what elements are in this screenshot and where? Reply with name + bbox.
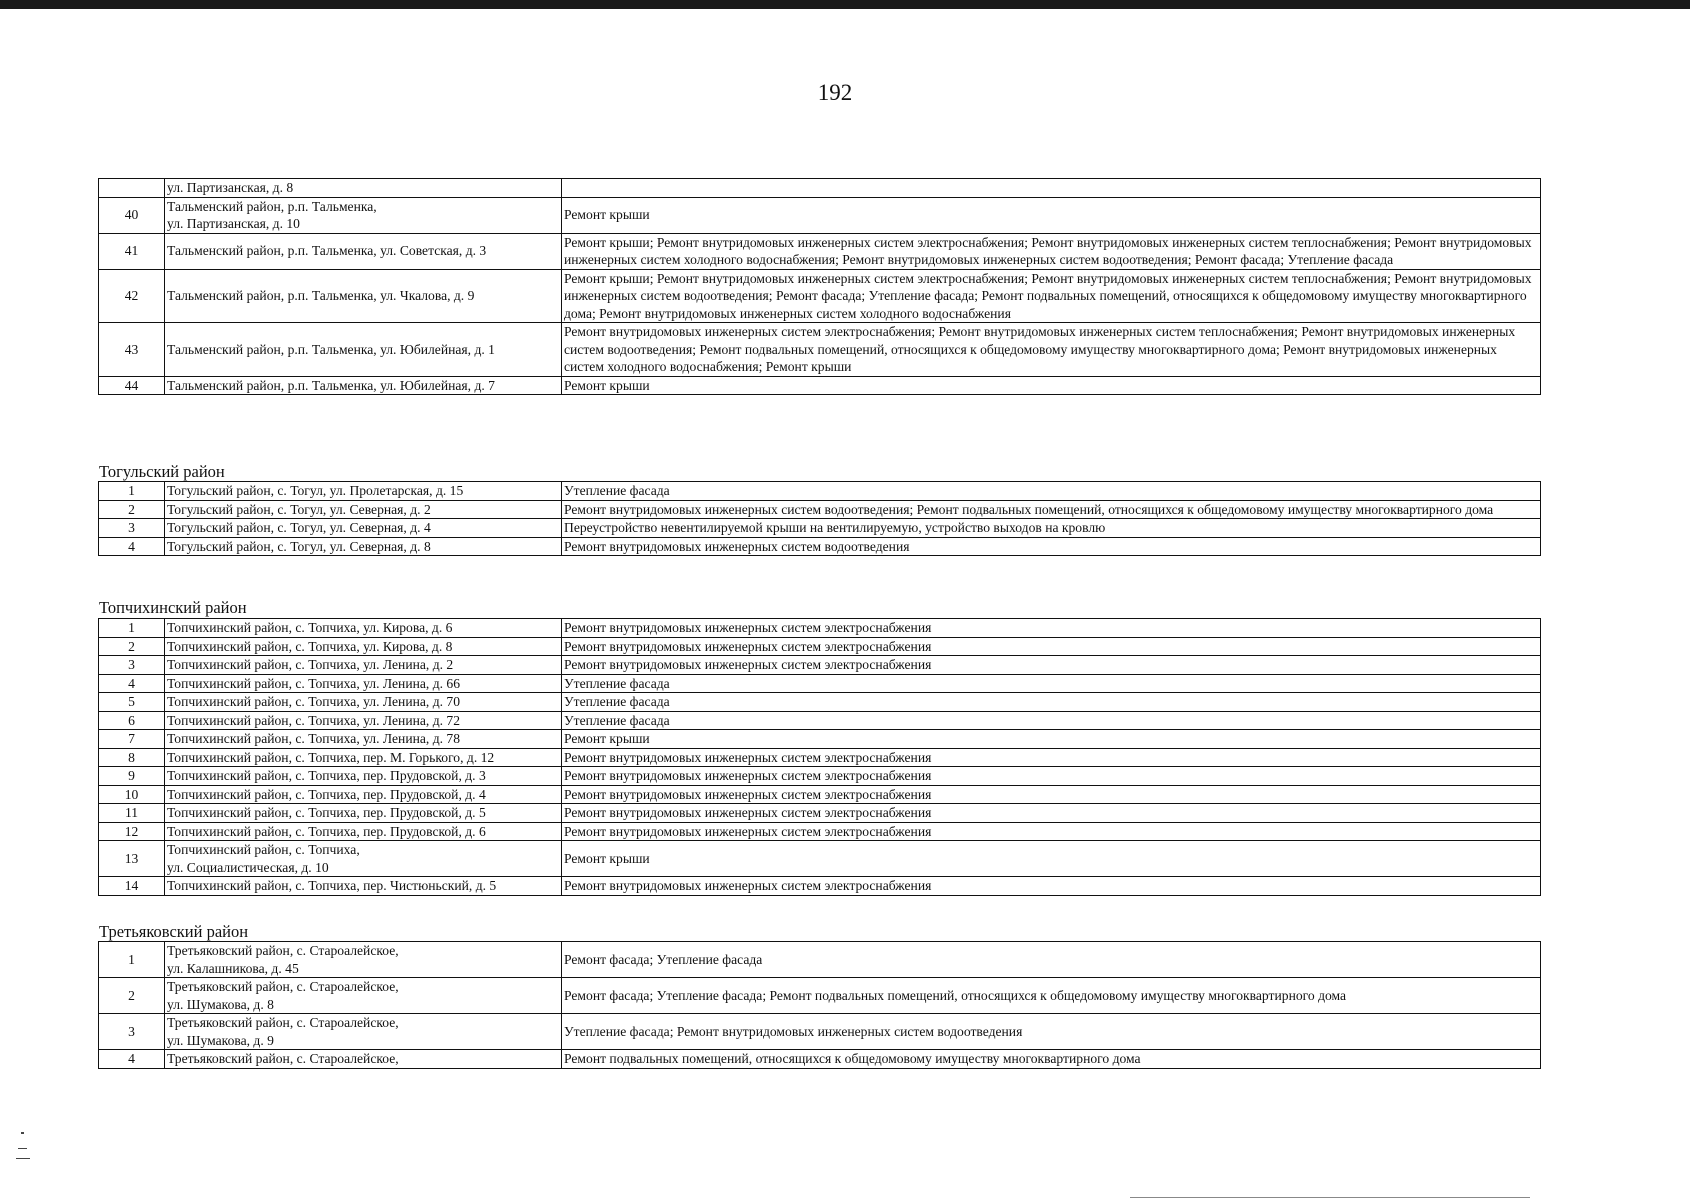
table-row (99, 748, 1541, 767)
row-number: 6 (99, 711, 165, 730)
row-works: Ремонт фасада; Утепление фасада; Ремонт подвальных помещений, относящихся к общедомовому имуществу многоквартирного дома (562, 978, 1541, 1014)
scan-speck (21, 1132, 24, 1134)
table-row (99, 323, 1541, 377)
table-row (99, 519, 1541, 538)
row-number: 4 (99, 537, 165, 556)
row-address: Топчихинский район, с. Топчиха, ул. Ленина, д. 72 (165, 711, 562, 730)
row-works: Ремонт внутридомовых инженерных систем электроснабжения (562, 637, 1541, 656)
page-number: 192 (817, 80, 853, 105)
row-number: 1 (99, 619, 165, 638)
section-title-tretyakov: Третьяковский район (99, 922, 249, 941)
works-table (98, 618, 1541, 896)
row-works: Ремонт фасада; Утепление фасада (562, 942, 1541, 978)
row-number: 43 (99, 323, 165, 377)
row-address: Тогульский район, с. Тогул, ул. Пролетарская, д. 15 (165, 482, 562, 501)
row-number: 2 (99, 637, 165, 656)
row-works: Ремонт внутридомовых инженерных систем водоотведения (562, 537, 1541, 556)
row-address: Тальменский район, р.п. Тальменка, ул. Юбилейная, д. 7 (165, 376, 562, 395)
row-address: Тогульский район, с. Тогул, ул. Северная, д. 8 (165, 537, 562, 556)
row-number: 2 (99, 500, 165, 519)
row-number: 9 (99, 767, 165, 786)
row-works: Утепление фасада (562, 482, 1541, 501)
table-row (99, 942, 1541, 978)
row-number: 2 (99, 978, 165, 1014)
row-address: Топчихинский район, с. Топчиха, пер. Прудовской, д. 5 (165, 804, 562, 823)
row-number: 7 (99, 730, 165, 749)
scan-top-edge (0, 0, 1690, 9)
row-address: Тогульский район, с. Тогул, ул. Северная, д. 2 (165, 500, 562, 519)
row-number: 3 (99, 656, 165, 675)
row-works: Ремонт крыши (562, 376, 1541, 395)
row-address: Топчихинский район, с. Топчиха, ул. Ленина, д. 70 (165, 693, 562, 712)
row-number: 4 (99, 674, 165, 693)
section-title-topchiha: Топчихинский район (99, 598, 247, 617)
row-address: Топчихинский район, с. Топчиха, ул. Социалистическая, д. 10 (165, 841, 562, 877)
table-row (99, 179, 1541, 198)
row-works: Ремонт крыши (562, 730, 1541, 749)
works-table (98, 481, 1541, 556)
row-number: 40 (99, 197, 165, 233)
row-number: 13 (99, 841, 165, 877)
row-works: Ремонт внутридомовых инженерных систем электроснабжения (562, 785, 1541, 804)
row-works: Ремонт внутридомовых инженерных систем электроснабжения (562, 656, 1541, 675)
table-row (99, 619, 1541, 638)
table-row (99, 822, 1541, 841)
table-row (99, 233, 1541, 269)
row-works: Ремонт внутридомовых инженерных систем электроснабжения (562, 804, 1541, 823)
row-address: Топчихинский район, с. Топчиха, пер. Прудовской, д. 3 (165, 767, 562, 786)
table-row (99, 978, 1541, 1014)
table-row (99, 500, 1541, 519)
row-number: 14 (99, 877, 165, 896)
row-works: Ремонт крыши; Ремонт внутридомовых инженерных систем электроснабжения; Ремонт внутридомовых инженерных систем теплоснабжения; Ремонт внутридомовых инженерных систем водоотведения; Ремонт фасада; Утепление фасада; Ремонт подвальных помещений, относящихся к общедомовому имуществу многоквартирного дома; Ремонт внутридомовых инженерных систем холодного водоснабжения (562, 269, 1541, 323)
works-table (98, 178, 1541, 395)
row-address: Тальменский район, р.п. Тальменка, ул. Партизанская, д. 10 (165, 197, 562, 233)
row-address: Третьяковский район, с. Староалейское, ул. Шумакова, д. 9 (165, 1014, 562, 1050)
row-address: Третьяковский район, с. Староалейское, ул. Калашникова, д. 45 (165, 942, 562, 978)
row-address: Третьяковский район, с. Староалейское, ул. Шумакова, д. 8 (165, 978, 562, 1014)
table-row (99, 730, 1541, 749)
row-works: Ремонт крыши (562, 197, 1541, 233)
table-topchiha (98, 618, 1540, 896)
row-address: Тальменский район, р.п. Тальменка, ул. Советская, д. 3 (165, 233, 562, 269)
row-address: ул. Партизанская, д. 8 (165, 179, 562, 198)
row-works: Утепление фасада (562, 693, 1541, 712)
row-works: Переустройство невентилируемой крыши на вентилируемую, устройство выходов на кровлю (562, 519, 1541, 538)
row-works: Ремонт крыши; Ремонт внутридомовых инженерных систем электроснабжения; Ремонт внутридомовых инженерных систем теплоснабжения; Ремонт внутридомовых инженерных систем холодного водоснабжения; Ремонт внутридомовых инженерных систем водоотведения; Ремонт фасада; Утепление фасада (562, 233, 1541, 269)
row-number: 41 (99, 233, 165, 269)
row-address: Третьяковский район, с. Староалейское, (165, 1050, 562, 1069)
row-number: 12 (99, 822, 165, 841)
row-works: Ремонт крыши (562, 841, 1541, 877)
row-number: 8 (99, 748, 165, 767)
row-works: Ремонт внутридомовых инженерных систем электроснабжения (562, 877, 1541, 896)
scan-edge-line (1130, 1197, 1530, 1198)
table-row (99, 376, 1541, 395)
scan-speck (18, 1148, 27, 1149)
row-works: Утепление фасада; Ремонт внутридомовых инженерных систем водоотведения (562, 1014, 1541, 1050)
table-row (99, 841, 1541, 877)
row-number: 4 (99, 1050, 165, 1069)
row-address: Топчихинский район, с. Топчиха, пер. Чистюньский, д. 5 (165, 877, 562, 896)
table-row (99, 269, 1541, 323)
row-number: 1 (99, 942, 165, 978)
works-table (98, 941, 1541, 1069)
row-address: Топчихинский район, с. Топчиха, ул. Ленина, д. 78 (165, 730, 562, 749)
table-row (99, 482, 1541, 501)
table-tretyakov (98, 941, 1540, 1069)
row-works: Ремонт внутридомовых инженерных систем электроснабжения (562, 748, 1541, 767)
row-number: 3 (99, 519, 165, 538)
row-address: Топчихинский район, с. Топчиха, пер. М. Горького, д. 12 (165, 748, 562, 767)
row-number: 10 (99, 785, 165, 804)
table-row (99, 656, 1541, 675)
row-address: Топчихинский район, с. Топчиха, ул. Кирова, д. 6 (165, 619, 562, 638)
table-togul (98, 481, 1540, 556)
row-address: Тогульский район, с. Тогул, ул. Северная, д. 4 (165, 519, 562, 538)
row-works: Ремонт внутридомовых инженерных систем электроснабжения (562, 767, 1541, 786)
row-address: Топчихинский район, с. Топчиха, ул. Ленина, д. 66 (165, 674, 562, 693)
row-address: Тальменский район, р.п. Тальменка, ул. Юбилейная, д. 1 (165, 323, 562, 377)
row-address: Топчихинский район, с. Топчиха, ул. Кирова, д. 8 (165, 637, 562, 656)
row-address: Топчихинский район, с. Топчиха, ул. Ленина, д. 2 (165, 656, 562, 675)
row-works: Ремонт подвальных помещений, относящихся к общедомовому имуществу многоквартирного дома (562, 1050, 1541, 1069)
table-row (99, 693, 1541, 712)
row-works (562, 179, 1541, 198)
table-row (99, 537, 1541, 556)
row-works: Утепление фасада (562, 674, 1541, 693)
row-address: Топчихинский район, с. Топчиха, пер. Прудовской, д. 6 (165, 822, 562, 841)
row-number (99, 179, 165, 198)
table-talmenka (98, 178, 1540, 395)
table-row (99, 877, 1541, 896)
row-number: 1 (99, 482, 165, 501)
table-row (99, 711, 1541, 730)
row-number: 3 (99, 1014, 165, 1050)
row-works: Ремонт внутридомовых инженерных систем электроснабжения (562, 619, 1541, 638)
row-works: Ремонт внутридомовых инженерных систем электроснабжения (562, 822, 1541, 841)
row-number: 42 (99, 269, 165, 323)
table-row (99, 1014, 1541, 1050)
section-title-togul: Тогульский район (99, 462, 225, 481)
table-row (99, 804, 1541, 823)
row-number: 11 (99, 804, 165, 823)
row-number: 5 (99, 693, 165, 712)
row-number: 44 (99, 376, 165, 395)
table-row (99, 767, 1541, 786)
row-address: Тальменский район, р.п. Тальменка, ул. Чкалова, д. 9 (165, 269, 562, 323)
scan-speck (16, 1158, 30, 1159)
table-row (99, 674, 1541, 693)
table-row (99, 785, 1541, 804)
table-row (99, 637, 1541, 656)
row-works: Утепление фасада (562, 711, 1541, 730)
table-row (99, 1050, 1541, 1069)
row-works: Ремонт внутридомовых инженерных систем водоотведения; Ремонт подвальных помещений, относящихся к общедомовому имуществу многоквартирного дома (562, 500, 1541, 519)
table-row (99, 197, 1541, 233)
row-works: Ремонт внутридомовых инженерных систем электроснабжения; Ремонт внутридомовых инженерных систем теплоснабжения; Ремонт внутридомовых инженерных систем водоотведения; Ремонт подвальных помещений, относящихся к общедомовому имуществу многоквартирного дома; Ремонт внутридомовых инженерных систем холодного водоснабжения; Ремонт крыши (562, 323, 1541, 377)
row-address: Топчихинский район, с. Топчиха, пер. Прудовской, д. 4 (165, 785, 562, 804)
